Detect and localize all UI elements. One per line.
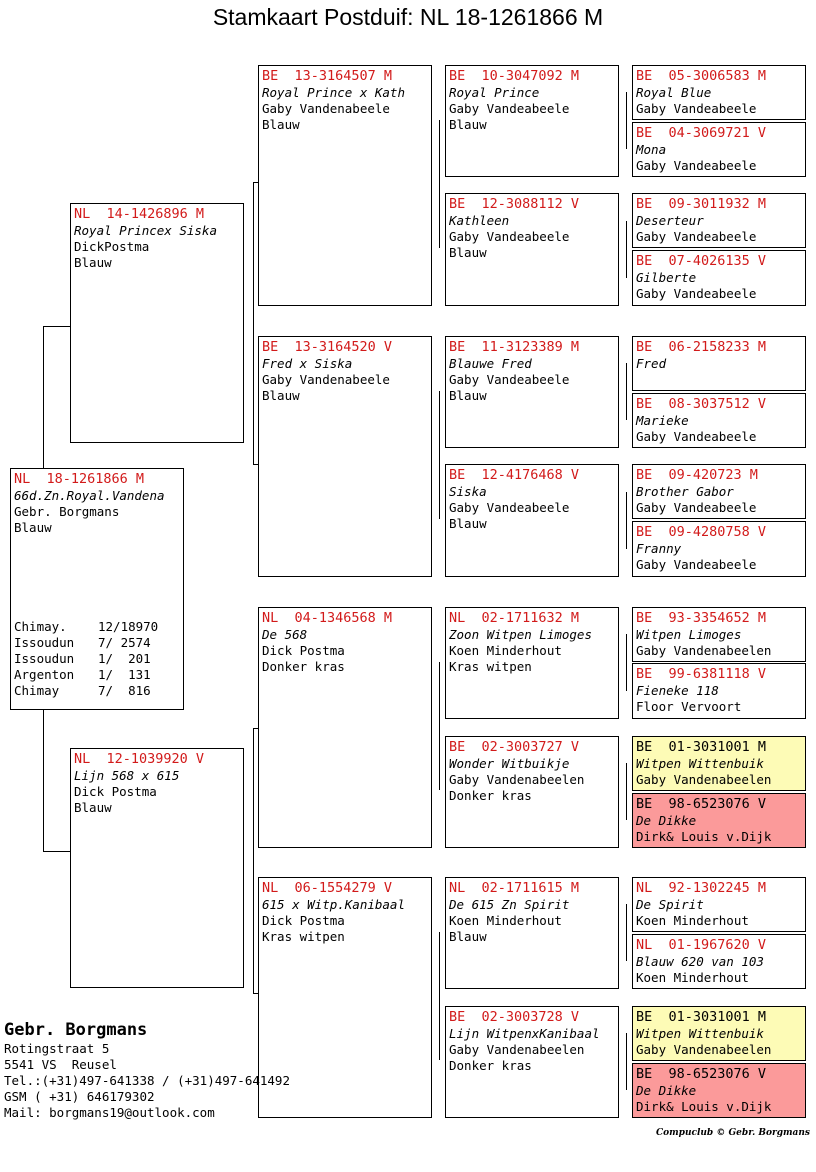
- breeder: Gaby Vandenabeelen: [636, 772, 772, 787]
- race-result-row: [14, 651, 158, 667]
- connector-line: [253, 728, 254, 993]
- connector-line: [43, 326, 70, 327]
- subject-pigeon-card[interactable]: [10, 468, 184, 710]
- connector-line: [626, 363, 627, 420]
- ring-number: NL 02-1711615 M: [449, 880, 580, 896]
- breeder: Gaby Vandeabeele: [636, 557, 757, 572]
- pigeon-name: 66d.Zn.Royal.Vandena: [14, 488, 165, 503]
- color: Donker kras: [262, 659, 345, 674]
- connector-line: [439, 662, 440, 790]
- pigeon-name: Blauw 620 van 103: [636, 954, 764, 969]
- ring-number: NL 06-1554279 V: [262, 880, 393, 896]
- ring-number: BE 98-6523076 V: [636, 796, 767, 812]
- breeder: Dirk& Louis v.Dijk: [636, 829, 772, 844]
- race-rank: 1/ 201: [98, 651, 151, 666]
- pigeon-name: Gilberte: [636, 270, 697, 285]
- ring-number: NL 18-1261866 M: [14, 471, 145, 487]
- breeder: Koen Minderhout: [449, 643, 562, 658]
- pigeon-name: Fred x Siska: [262, 356, 353, 371]
- ring-number: BE 13-3164507 M: [262, 68, 393, 84]
- pigeon-name: Siska: [449, 484, 487, 499]
- ring-number: BE 08-3037512 V: [636, 396, 767, 412]
- pigeon-name: Witpen Wittenbuik: [636, 1026, 764, 1041]
- breeder: Dick Postma: [74, 784, 157, 799]
- ring-number: BE 09-4280758 V: [636, 524, 767, 540]
- ring-number: BE 06-2158233 M: [636, 339, 767, 355]
- pigeon-name: Royal Prince: [449, 85, 540, 100]
- pigeon-name: Franny: [636, 541, 682, 556]
- ring-number: NL 04-1346568 M: [262, 610, 393, 626]
- ring-number: BE 98-6523076 V: [636, 1066, 767, 1082]
- great-grandparent-card[interactable]: [445, 877, 619, 989]
- ring-number: NL 92-1302245 M: [636, 880, 767, 896]
- ring-number: BE 05-3006583 M: [636, 68, 767, 84]
- breeder: Gaby Vandeabeele: [449, 372, 570, 387]
- connector-line: [253, 182, 254, 464]
- pigeon-name: Brother Gabor: [636, 484, 734, 499]
- owner-city: 5541 VS Reusel: [4, 1057, 117, 1072]
- great-grandparent-card[interactable]: [445, 607, 619, 719]
- g4-card[interactable]: [632, 250, 806, 306]
- color: Blauw: [262, 388, 300, 403]
- ring-number: BE 11-3123389 M: [449, 339, 580, 355]
- page-title: Stamkaart Postduif: NL 18-1261866 M: [212, 4, 604, 30]
- breeder: Gaby Vandenabeelen: [636, 1042, 772, 1057]
- g4-card[interactable]: [632, 122, 806, 177]
- breeder: Gaby Vandenabeelen: [636, 643, 772, 658]
- g4-card-highlighted[interactable]: [632, 1063, 806, 1118]
- connector-line: [43, 851, 70, 852]
- race-rank: 7/ 2574: [98, 635, 151, 650]
- g4-card[interactable]: [632, 464, 806, 519]
- connector-line: [626, 763, 627, 820]
- ring-number: BE 01-3031001 M: [636, 739, 767, 755]
- color: Blauw: [449, 516, 487, 531]
- connector-line: [439, 120, 440, 248]
- color: Kras witpen: [449, 659, 532, 674]
- color: Kras witpen: [262, 929, 345, 944]
- breeder: Gaby Vandenabeele: [262, 372, 390, 387]
- color: Blauw: [14, 520, 52, 535]
- breeder: Gaby Vandeabeele: [636, 286, 757, 301]
- ring-number: NL 12-1039920 V: [74, 751, 205, 767]
- ring-number: NL 01-1967620 V: [636, 937, 767, 953]
- race-result-row: [14, 683, 158, 699]
- connector-line: [626, 92, 627, 149]
- pigeon-name: De Dikke: [636, 1083, 697, 1098]
- breeder: Floor Vervoort: [636, 699, 742, 714]
- g4-card[interactable]: [632, 193, 806, 248]
- great-grandparent-card[interactable]: [445, 193, 619, 306]
- pigeon-name: Zoon Witpen Limoges: [449, 627, 592, 642]
- pigeon-name: De Dikke: [636, 813, 697, 828]
- pigeon-name: Blauwe Fred: [449, 356, 532, 371]
- pigeon-name: Fieneke 118: [636, 683, 719, 698]
- pigeon-name: Fred: [636, 356, 667, 371]
- g4-card[interactable]: [632, 877, 806, 932]
- grandparent-card[interactable]: [258, 607, 432, 848]
- race-results: [14, 619, 158, 699]
- race-result-row: [14, 619, 158, 635]
- breeder: Koen Minderhout: [636, 970, 749, 985]
- ring-number: BE 02-3003727 V: [449, 739, 580, 755]
- pigeon-name: Wonder Witbuikje: [449, 756, 570, 771]
- pigeon-name: Deserteur: [636, 213, 704, 228]
- ring-number: BE 07-4026135 V: [636, 253, 767, 269]
- ring-number: BE 09-3011932 M: [636, 196, 767, 212]
- race-rank: 12/18970: [98, 619, 159, 634]
- color: Blauw: [449, 388, 487, 403]
- connector-line: [626, 492, 627, 549]
- race-place: Chimay.: [14, 619, 67, 634]
- pigeon-name: Royal Princex Siska: [74, 223, 217, 238]
- breeder: Koen Minderhout: [636, 913, 749, 928]
- ring-number: BE 01-3031001 M: [636, 1009, 767, 1025]
- breeder: Gaby Vandeabeele: [636, 500, 757, 515]
- parent-card-sire[interactable]: [70, 203, 244, 443]
- ring-number: BE 02-3003728 V: [449, 1009, 580, 1025]
- breeder: Gaby Vandeabeele: [636, 229, 757, 244]
- connector-line: [439, 391, 440, 519]
- g4-card-highlighted[interactable]: [632, 793, 806, 848]
- color: Blauw: [262, 117, 300, 132]
- grandparent-card[interactable]: [258, 65, 432, 306]
- pigeon-name: De 568: [262, 627, 308, 642]
- pigeon-name: Royal Blue: [636, 85, 712, 100]
- breeder: Gebr. Borgmans: [14, 504, 120, 519]
- pigeon-name: De Spirit: [636, 897, 704, 912]
- breeder: Gaby Vandeabeele: [449, 229, 570, 244]
- ring-number: BE 99-6381118 V: [636, 666, 767, 682]
- breeder: Gaby Vandenabeelen: [449, 772, 585, 787]
- footer-credit: Compuclub © Gebr. Borgmans: [655, 1128, 810, 1138]
- pigeon-name: Witpen Limoges: [636, 627, 742, 642]
- ring-number: NL 14-1426896 M: [74, 206, 205, 222]
- breeder: Gaby Vandeabeele: [636, 429, 757, 444]
- connector-line: [43, 709, 44, 851]
- ring-number: BE 12-4176468 V: [449, 467, 580, 483]
- race-result-row: [14, 635, 158, 651]
- connector-line: [43, 326, 44, 468]
- great-grandparent-card[interactable]: [445, 1006, 619, 1118]
- owner-name: Gebr. Borgmans: [4, 1020, 148, 1040]
- color: Blauw: [74, 800, 112, 815]
- race-result-row: [14, 667, 158, 683]
- g4-card[interactable]: [632, 521, 806, 577]
- pigeon-name: De 615 Zn Spirit: [449, 897, 570, 912]
- g4-card-highlighted[interactable]: [632, 1006, 806, 1061]
- owner-mobile: GSM ( +31) 646179302: [4, 1089, 155, 1104]
- breeder: Gaby Vandeabeele: [636, 101, 757, 116]
- pigeon-name: Kathleen: [449, 213, 510, 228]
- breeder: Gaby Vandenabeele: [262, 101, 390, 116]
- color: Blauw: [74, 255, 112, 270]
- ring-number: BE 09-420723 M: [636, 467, 758, 483]
- breeder: Dirk& Louis v.Dijk: [636, 1099, 772, 1114]
- ring-number: BE 12-3088112 V: [449, 196, 580, 212]
- breeder: Gaby Vandeabeele: [449, 500, 570, 515]
- color: Blauw: [449, 929, 487, 944]
- breeder: Gaby Vandeabeele: [449, 101, 570, 116]
- race-place: Issoudun: [14, 651, 75, 666]
- breeder: Gaby Vandeabeele: [636, 158, 757, 173]
- owner-email: Mail: borgmans19@outlook.com: [4, 1105, 215, 1120]
- connector-line: [626, 1033, 627, 1090]
- color: Donker kras: [449, 1058, 532, 1073]
- breeder: Gaby Vandenabeelen: [449, 1042, 585, 1057]
- g4-card[interactable]: [632, 65, 806, 120]
- grandparent-card[interactable]: [258, 336, 432, 577]
- connector-line: [626, 904, 627, 961]
- owner-address: Rotingstraat 5: [4, 1041, 110, 1056]
- g4-card[interactable]: [632, 663, 806, 719]
- race-place: Chimay: [14, 683, 60, 698]
- breeder: DickPostma: [74, 239, 150, 254]
- great-grandparent-card[interactable]: [445, 336, 619, 448]
- g4-card[interactable]: [632, 393, 806, 448]
- great-grandparent-card[interactable]: [445, 65, 619, 177]
- race-rank: 7/ 816: [98, 683, 151, 698]
- breeder: Dick Postma: [262, 643, 345, 658]
- g4-card[interactable]: [632, 934, 806, 989]
- ring-number: BE 93-3354652 M: [636, 610, 767, 626]
- pigeon-name: Mona: [636, 142, 667, 157]
- color: Blauw: [449, 117, 487, 132]
- breeder: Dick Postma: [262, 913, 345, 928]
- color: Donker kras: [449, 788, 532, 803]
- great-grandparent-card[interactable]: [445, 464, 619, 577]
- connector-line: [626, 221, 627, 278]
- ring-number: NL 02-1711632 M: [449, 610, 580, 626]
- g4-card[interactable]: [632, 336, 806, 391]
- owner-phone: Tel.:(+31)497-641338 / (+31)497-641492: [4, 1073, 290, 1088]
- connector-line: [439, 932, 440, 1060]
- breeder: Koen Minderhout: [449, 913, 562, 928]
- pigeon-name: 615 x Witp.Kanibaal: [262, 897, 405, 912]
- g4-card-highlighted[interactable]: [632, 736, 806, 791]
- race-rank: 1/ 131: [98, 667, 151, 682]
- ring-number: BE 04-3069721 V: [636, 125, 767, 141]
- great-grandparent-card[interactable]: [445, 736, 619, 848]
- connector-line: [626, 634, 627, 691]
- pigeon-name: Royal Prince x Kath: [262, 85, 405, 100]
- pigeon-name: Lijn WitpenxKanibaal: [449, 1026, 600, 1041]
- race-place: Issoudun: [14, 635, 75, 650]
- pigeon-name: Marieke: [636, 413, 689, 428]
- parent-card-dam[interactable]: [70, 748, 244, 988]
- ring-number: BE 13-3164520 V: [262, 339, 393, 355]
- pigeon-name: Lijn 568 x 615: [74, 768, 180, 783]
- color: Blauw: [449, 245, 487, 260]
- ring-number: BE 10-3047092 M: [449, 68, 580, 84]
- g4-card[interactable]: [632, 607, 806, 662]
- race-place: Argenton: [14, 667, 75, 682]
- pigeon-name: Witpen Wittenbuik: [636, 756, 764, 771]
- owner-contact: [4, 1019, 290, 1121]
